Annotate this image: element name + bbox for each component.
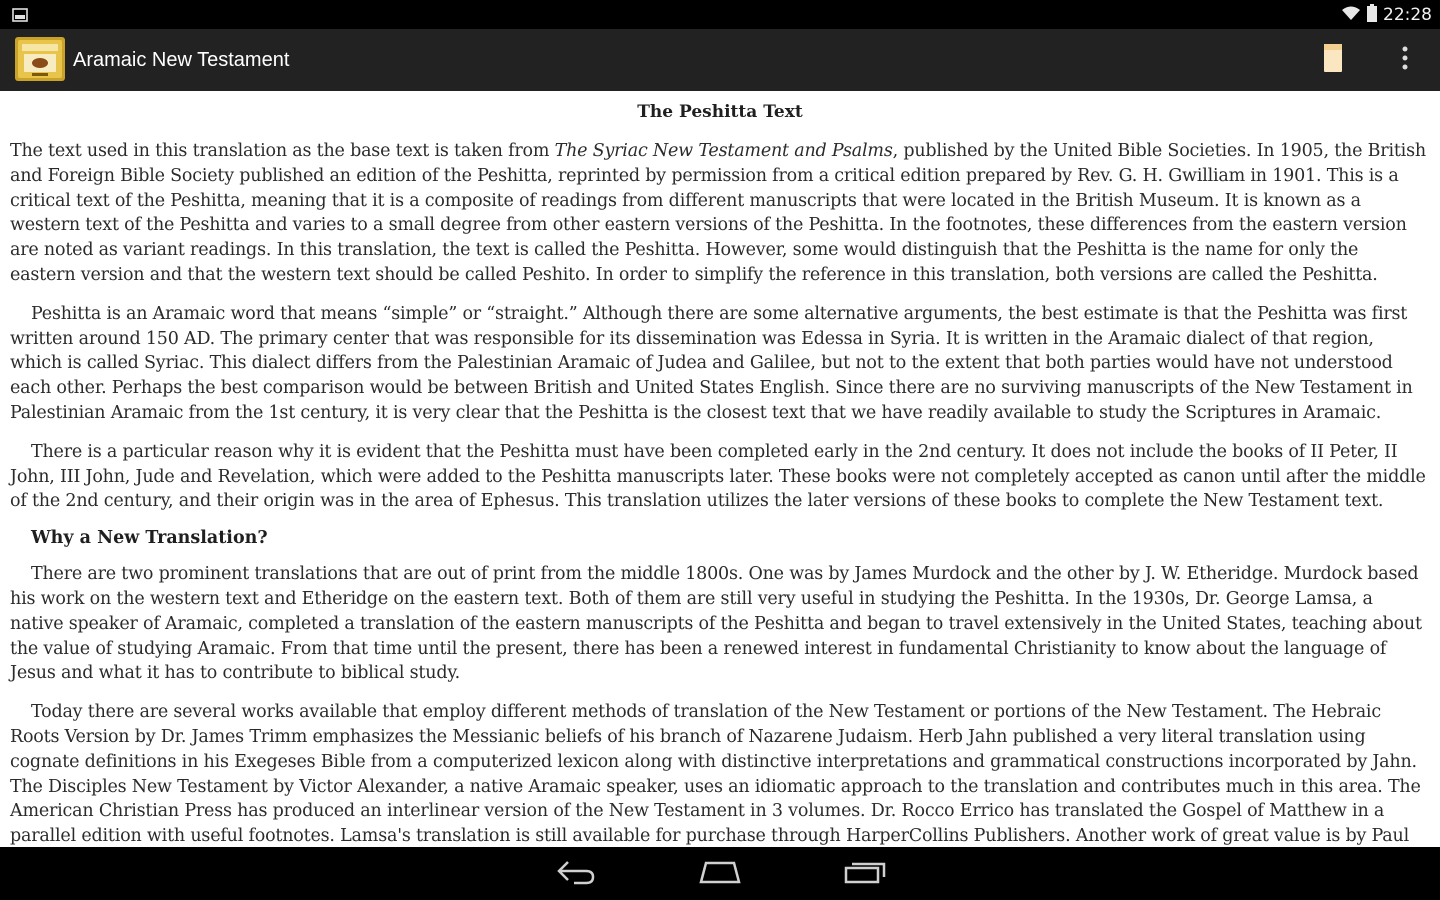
paragraph-5: Today there are several works available that employ different methods of translation of the New Testament or portions of the New Testament. The Hebraic Roots Version by Dr. James Trimm emphasizes the Messianic beliefs of his branch of Nazarene Judaism. Herb Jahn published a very literal translation using cognate definitions in his Exegeses Bible from a computerized lexicon along with distinctive interpretations and grammatical constructions incorporated by Jahn. The Disciples New Testament by Victor Alexander, a native Aramaic speaker, uses an idiomatic approach to the translation and contributes much in this area. The American Christian Press has produced an interlinear version of the New Testament in 3 volumes. Dr. Rocco Errico has translated the Gospel of Matthew in a parallel edition with useful footnotes. Lamsa's translation is still available for purchase through HarperCollins Publishers. Another work of great value is by Paul [10, 702, 1421, 847]
recent-apps-icon [844, 860, 886, 888]
bookmark-icon [1323, 43, 1343, 77]
home-icon [698, 860, 742, 888]
app-logo-icon[interactable] [14, 36, 66, 82]
paragraph-3: There is a particular reason why it is evident that the Peshitta must have been completed early in the 2nd century. It does not include the books of II Peter, II John, III John, Jude and Revelation, which were added to the Peshitta manuscripts later. These books were not completely accepted as canon until after the middle of the 2nd century, and their origin was in the area of Ephesus. This translation utilizes the later versions of these books to complete the New Testament text. [10, 441, 1426, 512]
back-button[interactable] [546, 855, 606, 893]
action-bar [0, 29, 1440, 91]
recent-apps-button[interactable] [835, 855, 895, 893]
paragraph-1-start: The text used in this translation as the base text is taken from [10, 141, 555, 161]
paragraph-2: Peshitta is an Aramaic word that means “simple” or “straight.” Although there are some alternative arguments, the best estimate is that the Peshitta was first written around 150 AD. The primary center that was responsible for its dissemination was Edessa in Syria. It is written in the Aramaic dialect of that region, which is called Syriac. This dialect differs from the Palestinian Aramaic of Judea and Galilee, but not to the extent that both parties would have not understood each other. Perhaps the best comparison would be between British and United States English. Since there are no surviving manuscripts of the New Testament in Palestinian Aramaic from the 1st century, it is very clear that the Peshitta is the closest text that we have readily available to study the Scriptures in Aramaic. [10, 303, 1413, 423]
paragraph-1-end: , published by the United Bible Societies. In 1905, the British and Foreign Bible Society published an edition of the Peshitta, reprinted by permission from a critical edition prepared by Rev. G. H. Gwilliam in 1901. This is a critical text of the Peshitta, meaning that it is a composite of readings from different manuscripts that were located in the British Museum. It is known as a western text of the Peshitta and varies to a small degree from other eastern versions of the Peshitta. In the footnotes, these differences from the eastern version are noted as variant readings. In this translation, the text is called the Peshitta. However, some would distinguish that the Peshitta is the name for only the eastern version and that the western text should be called Peshito. In order to simplify the reference in this translation, both versions are called the Peshitta. [10, 141, 1426, 285]
bookmark-button[interactable] [1318, 43, 1348, 77]
document-title: The Peshitta Text [637, 102, 803, 122]
wifi-icon [1341, 5, 1361, 25]
paragraph-1 [10, 139, 1426, 288]
home-button[interactable] [690, 855, 750, 893]
overflow-menu-button[interactable] [1390, 43, 1420, 77]
screenshot-icon [12, 7, 28, 21]
battery-icon [1367, 4, 1377, 26]
reader-content[interactable] [0, 91, 1440, 847]
status-bar [0, 0, 1440, 29]
back-icon [556, 859, 596, 889]
section-heading: Why a New Translation? [31, 528, 268, 549]
book-title-italic: The Syriac New Testament and Psalms [554, 141, 893, 161]
app-title: Aramaic New Testament [73, 49, 290, 71]
navigation-bar [0, 847, 1440, 900]
overflow-menu-icon [1402, 45, 1408, 75]
status-time: 22:28 [1383, 4, 1432, 25]
paragraph-4: There are two prominent translations that are out of print from the middle 1800s. One was by James Murdock and the other by J. W. Etheridge. Murdock based his work on the western text and Etheridge on the eastern text. Both of them are still very useful in studying the Peshitta. In the 1930s, Dr. George Lamsa, a native speaker of Aramaic, completed a translation of the eastern manuscripts of the Peshitta and began to travel extensively in the United States, teaching about the value of studying Aramaic. From that time until the present, there has been a renewed interest in fundamental Christianity to know about the language of Jesus and what it has to contribute to biblical study. [10, 564, 1422, 684]
status-indicators [1341, 0, 1432, 29]
